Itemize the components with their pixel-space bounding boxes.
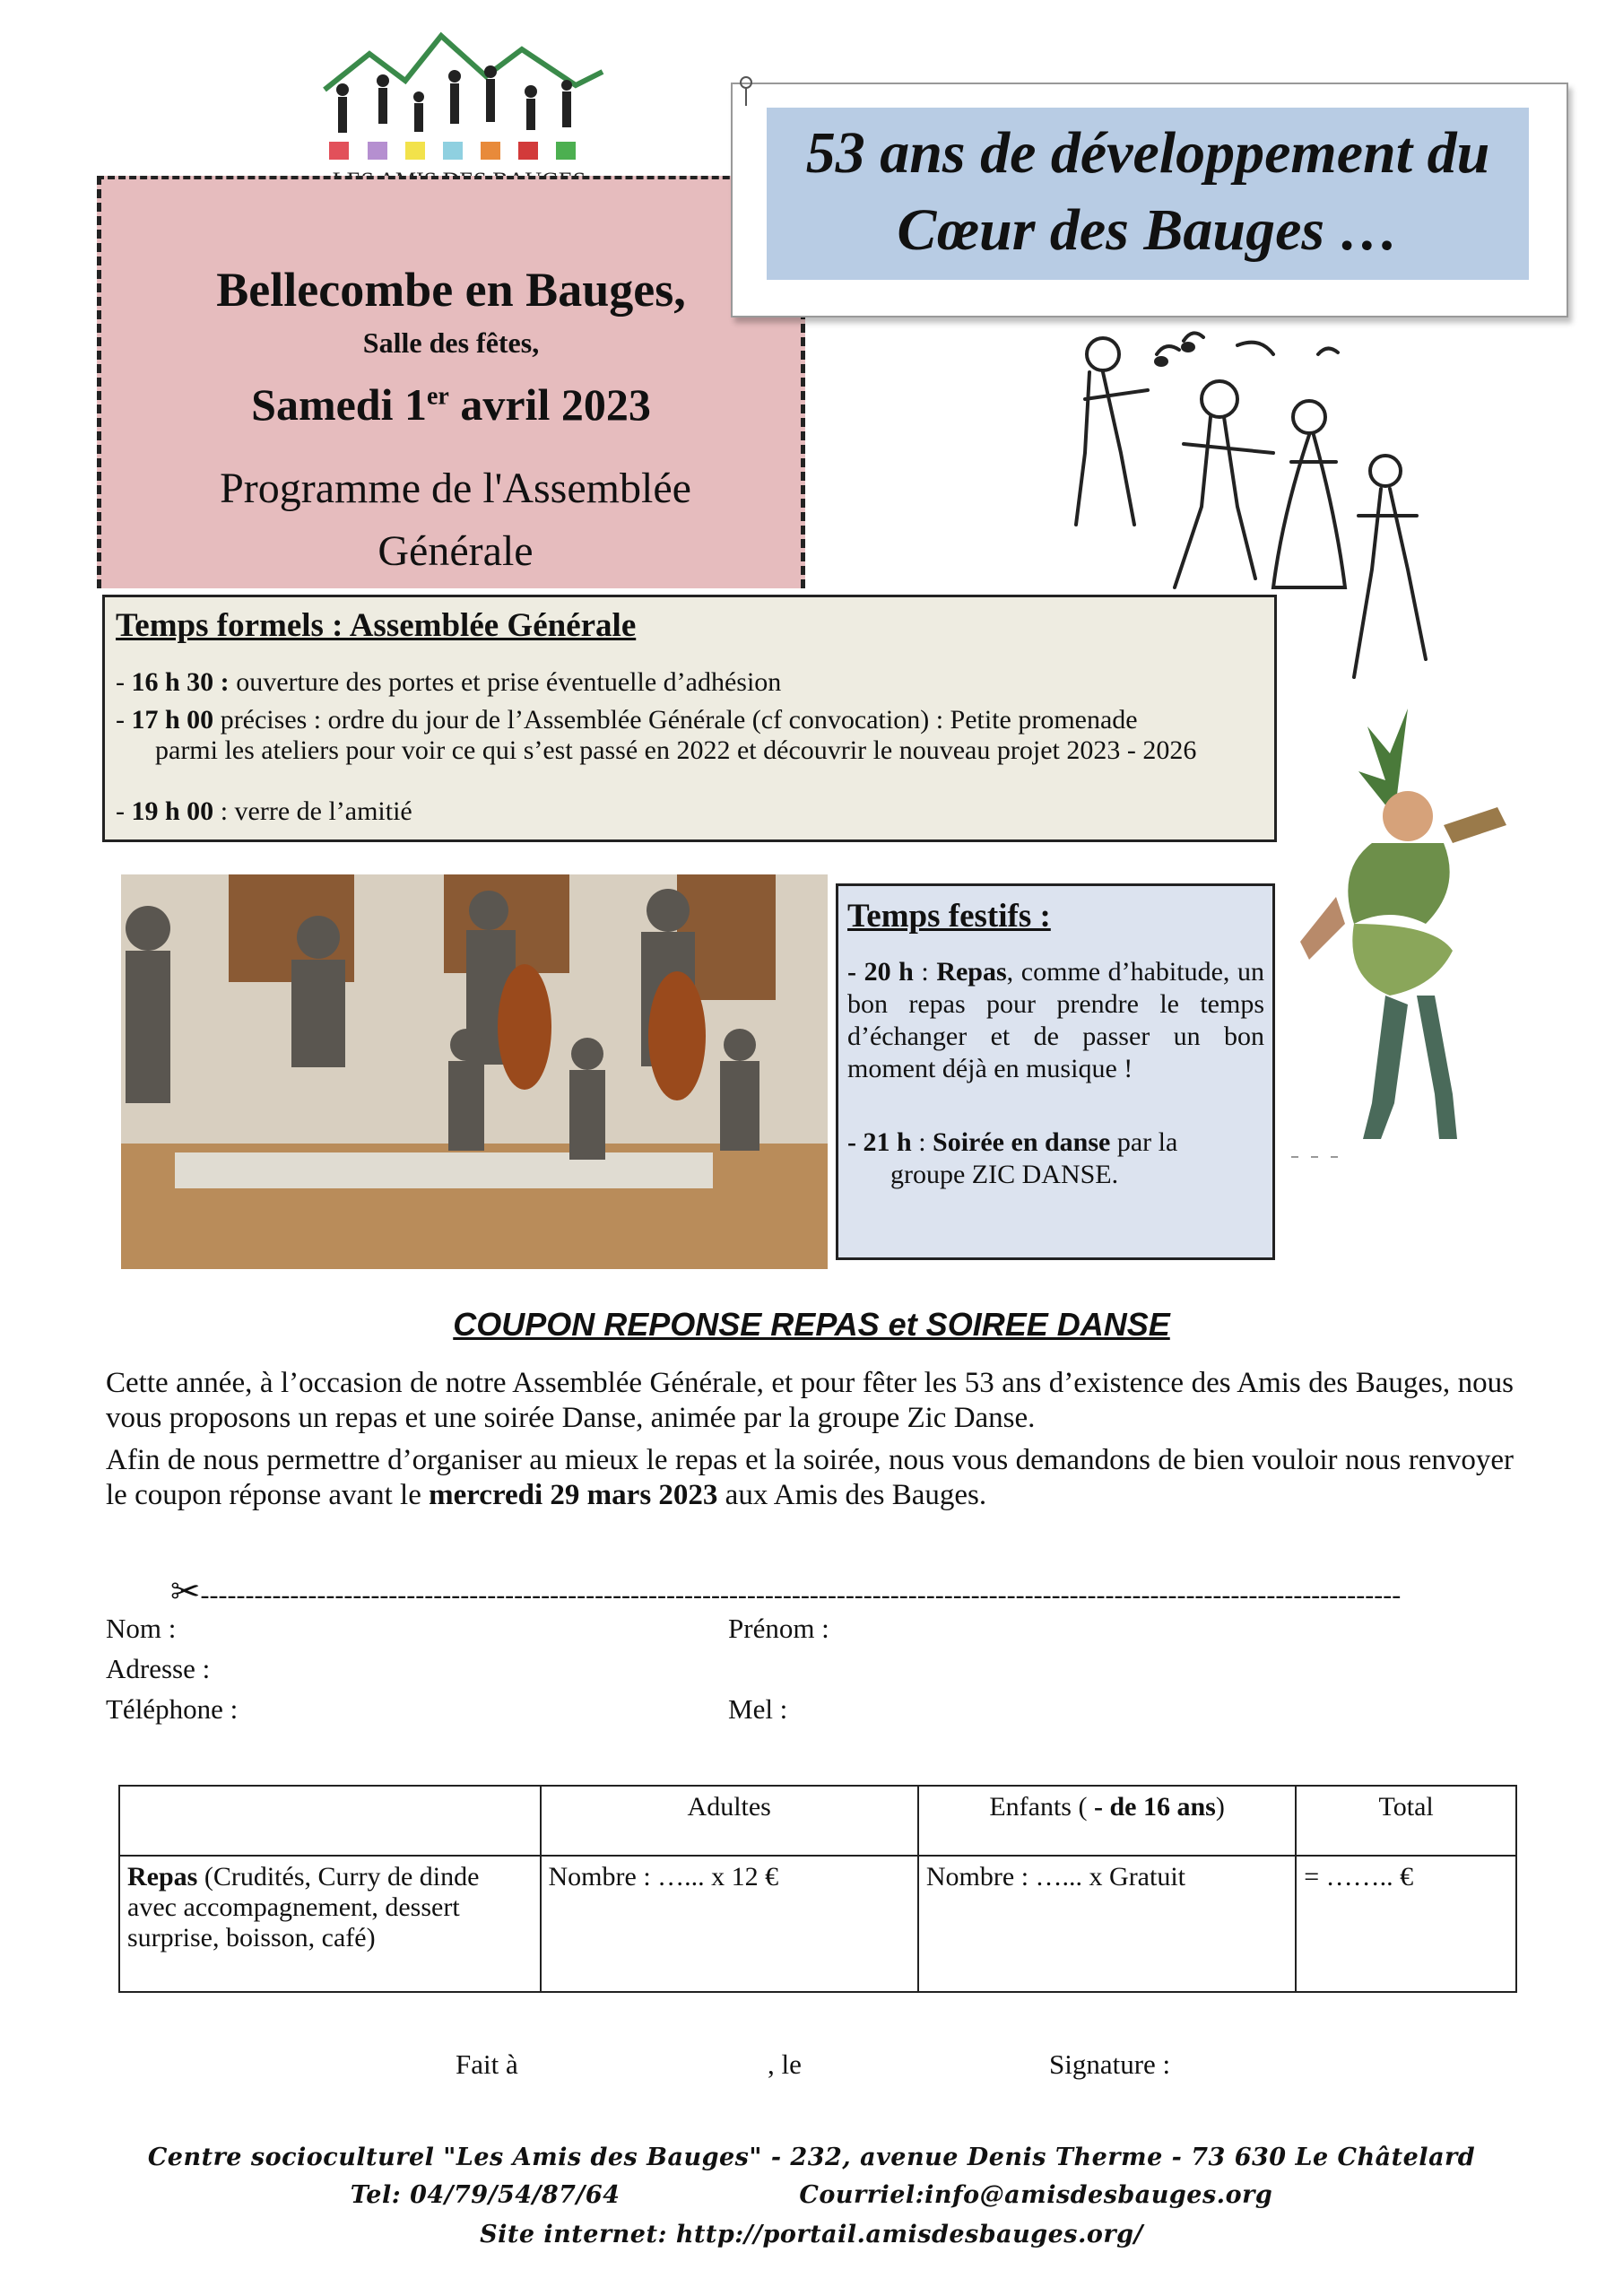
- title-line-2: Cœur des Bauges …: [897, 197, 1399, 263]
- telephone-field[interactable]: Téléphone :: [106, 1693, 239, 1725]
- footer-website[interactable]: Site internet: http://portail.amisdesbauges.org/: [480, 2221, 1143, 2248]
- footer-address: Centre socioculturel "Les Amis des Bauges" - 232, avenue Denis Therme - 73 630 Le Châtelard: [147, 2144, 1476, 2171]
- order-table: [118, 1785, 1517, 1993]
- formal-heading: Temps formels : Assemblée Générale: [116, 607, 637, 644]
- coupon-title: COUPON REPONSE REPAS et SOIREE DANSE: [453, 1306, 1170, 1343]
- cut-line: ✂--------------------------------------------------------------------------------------------------------------------------------------: [170, 1571, 1462, 1607]
- table-header-empty: [119, 1786, 541, 1856]
- signature-label: Signature :: [1049, 2048, 1171, 2080]
- mel-field[interactable]: Mel :: [728, 1693, 788, 1725]
- table-header-row: [119, 1786, 1516, 1856]
- event-programme: Programme de l'Assemblée Générale: [220, 465, 691, 575]
- musicians-photo: [121, 874, 828, 1269]
- formal-times-box: [102, 595, 1277, 842]
- table-header-total: Total: [1296, 1786, 1516, 1856]
- footer-contact: [0, 2181, 1623, 2209]
- formal-item: - 16 h 30 : ouverture des portes et prise éventuelle d’adhésion: [116, 667, 782, 697]
- event-info-box: [97, 176, 805, 588]
- festive-times-box: [836, 883, 1275, 1260]
- event-hall: Salle des fêtes,: [362, 326, 540, 359]
- formal-item: - 17 h 00 précises : ordre du jour de l’Assemblée Générale (cf convocation) : Petite promenade parmi les ateliers pour voir ce qui s’est passé en 2022 et découvrir le nouveau projet 2023 - 2026: [116, 705, 1197, 765]
- total-cell[interactable]: = …….. €: [1296, 1856, 1516, 1992]
- coupon-intro: Cette année, à l’occasion de notre Assemblée Générale, et pour fêter les 53 ans d’existence des Amis des Bauges, nous vous proposons un repas et une soirée Danse, animée par la groupe Zic Danse.: [106, 1367, 1514, 1434]
- adultes-count-cell[interactable]: Nombre : …... x 12 €: [541, 1856, 918, 1992]
- footer-tel: Tel: 04/79/54/87/64: [350, 2181, 621, 2209]
- photo-graphic: [121, 874, 828, 1269]
- prenom-field[interactable]: Prénom :: [728, 1613, 829, 1644]
- pin-icon: [737, 74, 755, 109]
- table-header-enfants: Enfants ( - de 16 ans): [918, 1786, 1296, 1856]
- adresse-field[interactable]: Adresse :: [106, 1653, 211, 1684]
- footer-email[interactable]: Courriel:info@amisdesbauges.org: [799, 2181, 1273, 2209]
- event-place: Bellecombe en Bauges,: [216, 263, 686, 317]
- nom-field[interactable]: Nom :: [106, 1613, 177, 1644]
- fait-a-label: Fait à: [456, 2048, 518, 2080]
- scissors-icon: ✂: [170, 1571, 201, 1607]
- date-label: , le: [768, 2048, 802, 2080]
- page-title: [767, 108, 1529, 280]
- formal-item: - 19 h 00 : verre de l’amitié: [116, 796, 412, 826]
- event-date: Samedi 1er avril 2023: [251, 379, 651, 430]
- coupon-deadline: Afin de nous permettre d’organiser au mieux le repas et la soirée, nous vous demandons de bien vouloir nous renvoyer le coupon réponse avant le mercredi 29 mars 2023 aux Amis des Bauges.: [106, 1444, 1514, 1511]
- festive-item-dance: - 21 h : Soirée en danse par la groupe ZIC DANSE.: [847, 1127, 1178, 1189]
- enfants-count-cell[interactable]: Nombre : …... x Gratuit: [918, 1856, 1296, 1992]
- table-header-adultes: Adultes: [541, 1786, 918, 1856]
- festive-item-meal: - 20 h : Repas, comme d’habitude, un bon repas pour prendre le temps d’échanger et de passer un bon moment déjà en musique !: [847, 957, 1264, 1083]
- jester-illustration: [1282, 691, 1533, 1175]
- festive-heading: Temps festifs :: [847, 898, 1051, 935]
- repas-label: Repas (Crudités, Curry de dinde avec accompagnement, dessert surprise, boisson, café): [119, 1856, 541, 1992]
- title-line-1: 53 ans de développement du: [805, 120, 1490, 186]
- table-row: [119, 1856, 1516, 1992]
